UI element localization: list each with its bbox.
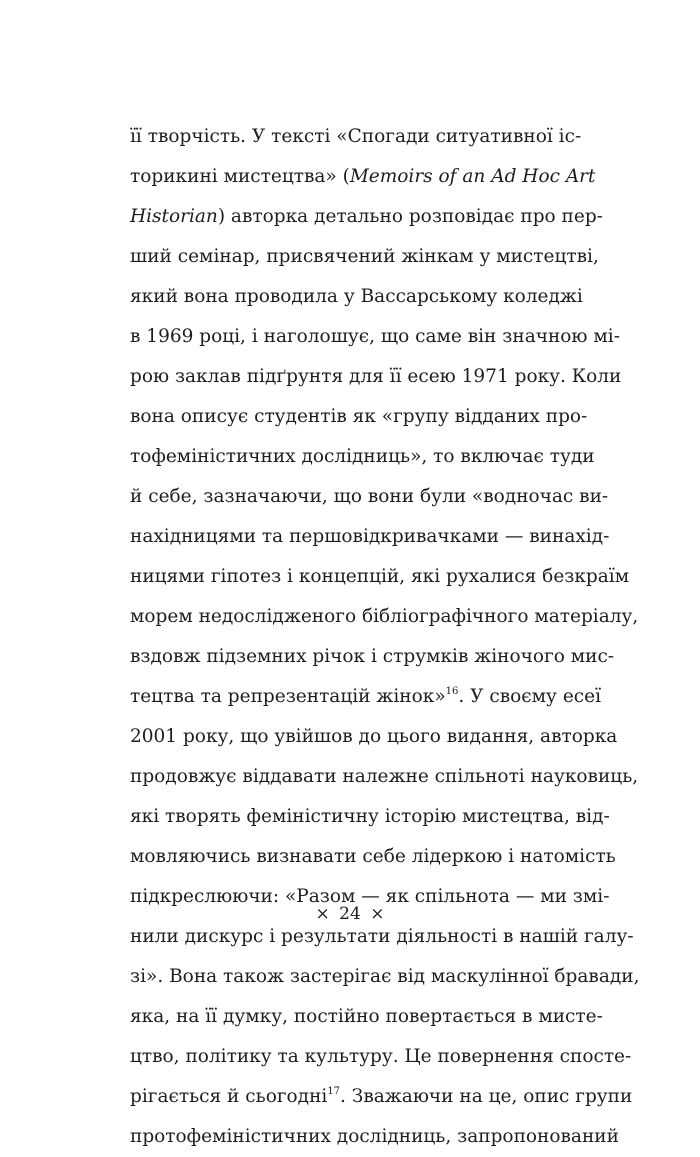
text-segment: рою заклав підґрунтя для її есею 1971 року. Коли [130,366,622,387]
text-segment: тецтва та репрезентацій жінок» [130,686,446,707]
text-line [130,357,622,397]
text-line [130,757,639,797]
text-segment: ницями гіпотез і концепцій, які рухалися безкраїм [130,566,630,587]
text-segment: нили дискурс і результати діяльності в нашій галу- [130,926,634,947]
text-segment: цтво, політику та культуру. Це повернення спосте- [130,1046,632,1067]
footnote-marker: 16 [445,686,459,697]
text-line [130,1117,619,1157]
text-segment: її творчість. У тексті «Спогади ситуативної іс- [130,126,582,147]
text-segment: . У своєму есеї [458,686,601,707]
text-segment: тофеміністичних дослідниць», то включає туди [130,446,595,467]
text-line [130,397,588,437]
text-line [130,1037,632,1077]
text-segment: які творять феміністичну історію мистецтва, від- [130,806,610,827]
text-segment: ) авторка детально розповідає про пер- [217,206,603,227]
text-line [130,637,615,677]
text-line [130,597,639,637]
text-line [130,237,599,277]
text-line [130,1077,633,1117]
text-segment: морем недослідженого бібліографічного матеріалу, [130,606,639,627]
text-segment: мовляючись визнавати себе лідеркою і натомість [130,846,616,867]
text-segment: рігається й сьогодні [130,1086,328,1107]
text-segment: продовжує віддавати належне спільноті науковиць, [130,766,639,787]
text-segment: зі». Вона також застерігає від маскулінної бравади, [130,966,640,987]
footnote-marker: 17 [327,1086,341,1097]
text-line [130,997,603,1037]
text-line [130,677,601,717]
text-line [130,557,630,597]
text-segment: 2001 року, що увійшов до цього видання, авторка [130,726,618,747]
italic-text: Historian [130,206,218,227]
text-segment: торикині мистецтва» ( [130,166,350,187]
text-line [130,797,610,837]
text-line [130,117,582,157]
page-number: × 24 × [315,904,385,924]
text-segment: вона описує студентів як «групу відданих про- [130,406,588,427]
text-line [130,517,610,557]
text-line [130,197,603,237]
text-line [130,477,609,517]
text-line [130,957,640,997]
text-line [130,837,616,877]
text-segment: ший семінар, присвячений жінкам у мистецтві, [130,246,599,267]
text-segment: . Зважаючи на це, опис групи [340,1086,633,1107]
text-segment: який вона проводила у Вассарському коледжі [130,286,583,307]
italic-text: Memoirs of an Ad Hoc Art [349,166,596,187]
text-segment: підкреслюючи: «Разом — як спільнота — ми змі- [130,886,610,907]
text-line [130,717,618,757]
text-segment: в 1969 році, і наголошує, що саме він значною мі- [130,326,620,347]
text-line [130,317,620,357]
text-segment: вздовж підземних річок і струмків жіночого мис- [130,646,615,667]
text-segment: нахідницями та першовідкривачками — винахід- [130,526,610,547]
text-segment: й себе, зазначаючи, що вони були «водночас ви- [130,486,609,507]
text-segment: протофеміністичних дослідниць, запропонований [130,1126,619,1147]
text-line [130,277,583,317]
text-line [130,437,595,477]
text-segment: яка, на її думку, постійно повертається в мисте- [130,1006,603,1027]
text-line [130,157,596,197]
